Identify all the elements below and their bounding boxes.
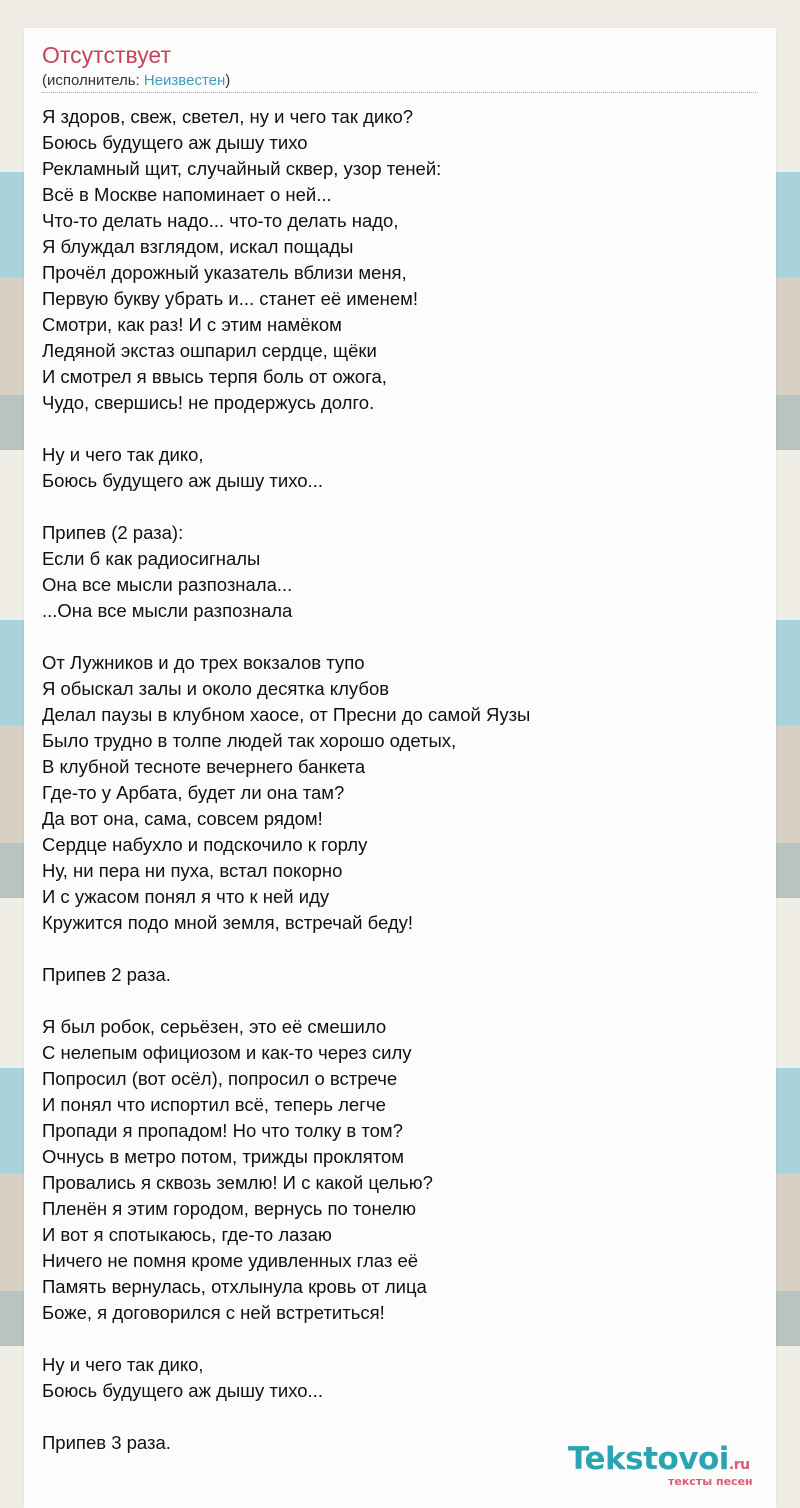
- lyric-line: Чудо, свершись! не продержусь долго.: [42, 392, 375, 413]
- lyric-line: Делал паузы в клубном хаосе, от Пресни до самой Яузы: [42, 704, 531, 725]
- lyric-blank-line: [42, 494, 530, 520]
- lyric-line: Рекламный щит, случайный сквер, узор теней:: [42, 158, 442, 179]
- lyric-line: Ну, ни пера ни пуха, встал покорно: [42, 860, 343, 881]
- lyric-line: Очнусь в метро потом, трижды проклятом: [42, 1146, 405, 1167]
- lyric-blank-line: [42, 988, 530, 1014]
- lyric-line: Боюсь будущего аж дышу тихо...: [42, 1380, 323, 1401]
- lyric-line: Ну и чего так дико,: [42, 444, 204, 465]
- lyric-line: Ничего не помня кроме удивленных глаз её: [42, 1250, 419, 1271]
- lyric-line: Всё в Москве напоминает о ней...: [42, 184, 332, 205]
- site-logo[interactable]: [568, 1441, 753, 1488]
- lyric-blank-line: [42, 936, 530, 962]
- lyrics-text: [42, 104, 530, 1456]
- logo-name: Tekstovoi: [568, 1441, 729, 1477]
- lyric-blank-line: [42, 1404, 530, 1430]
- lyric-line: Припев (2 раза):: [42, 522, 184, 543]
- artist-prefix: (исполнитель:: [42, 72, 144, 89]
- lyric-line: Я был робок, серьёзен, это её смешило: [42, 1016, 387, 1037]
- lyric-line: Кружится подо мной земля, встречай беду!: [42, 912, 414, 933]
- lyric-line: И смотрел я ввысь терпя боль от ожога,: [42, 366, 387, 387]
- lyric-line: От Лужников и до трех вокзалов тупо: [42, 652, 365, 673]
- logo-tagline: тексты песен: [668, 1475, 753, 1488]
- lyric-line: Я обыскал залы и около десятка клубов: [42, 678, 390, 699]
- lyric-line: Смотри, как раз! И с этим намёком: [42, 314, 342, 335]
- lyric-line: Я блуждал взглядом, искал пощады: [42, 236, 354, 257]
- artist-suffix: ): [225, 72, 231, 89]
- lyric-line: Она все мысли разпознала...: [42, 574, 293, 595]
- lyric-line: Если б как радиосигналы: [42, 548, 261, 569]
- lyric-blank-line: [42, 624, 530, 650]
- lyric-blank-line: [42, 1326, 530, 1352]
- lyric-line: Прочёл дорожный указатель вблизи меня,: [42, 262, 407, 283]
- lyric-line: ...Она все мысли разпознала: [42, 600, 293, 621]
- lyric-line: И с ужасом понял я что к ней иду: [42, 886, 330, 907]
- lyric-line: Пропади я пропадом! Но что толку в том?: [42, 1120, 403, 1141]
- lyric-line: Да вот она, сама, совсем рядом!: [42, 808, 323, 829]
- lyric-line: И вот я спотыкаюсь, где-то лазаю: [42, 1224, 332, 1245]
- lyric-line: Пленён я этим городом, вернусь по тонелю: [42, 1198, 417, 1219]
- dotted-divider: [42, 92, 758, 93]
- lyric-line: Боюсь будущего аж дышу тихо: [42, 132, 308, 153]
- lyric-line: И понял что испортил всё, теперь легче: [42, 1094, 386, 1115]
- lyric-line: Попросил (вот осёл), попросил о встрече: [42, 1068, 398, 1089]
- lyric-line: Боюсь будущего аж дышу тихо...: [42, 470, 323, 491]
- lyric-line: Провались я сквозь землю! И с какой целью?: [42, 1172, 433, 1193]
- lyric-line: Я здоров, свеж, светел, ну и чего так дико?: [42, 106, 414, 127]
- logo-tld: .ru: [728, 1457, 750, 1473]
- lyric-line: Было трудно в толпе людей так хорошо одетых,: [42, 730, 457, 751]
- song-title: Отсутствует: [42, 42, 171, 68]
- lyric-line: Припев 2 раза.: [42, 964, 171, 985]
- lyric-line: Сердце набухло и подскочило к горлу: [42, 834, 368, 855]
- lyric-line: Ледяной экстаз ошпарил сердце, щёки: [42, 340, 377, 361]
- artist-line: [42, 72, 230, 89]
- lyric-blank-line: [42, 416, 530, 442]
- lyric-line: Что-то делать надо... что-то делать надо,: [42, 210, 399, 231]
- lyric-line: Припев 3 раза.: [42, 1432, 171, 1453]
- lyric-line: В клубной тесноте вечернего банкета: [42, 756, 366, 777]
- lyric-line: Память вернулась, отхлынула кровь от лица: [42, 1276, 427, 1297]
- artist-link[interactable]: Неизвестен: [143, 72, 226, 89]
- lyric-line: Боже, я договорился с ней встретиться!: [42, 1302, 385, 1323]
- lyric-line: Где-то у Арбата, будет ли она там?: [42, 782, 345, 803]
- lyric-line: С нелепым официозом и как-то через силу: [42, 1042, 412, 1063]
- lyric-line: Ну и чего так дико,: [42, 1354, 204, 1375]
- lyric-line: Первую букву убрать и... станет её именем!: [42, 288, 419, 309]
